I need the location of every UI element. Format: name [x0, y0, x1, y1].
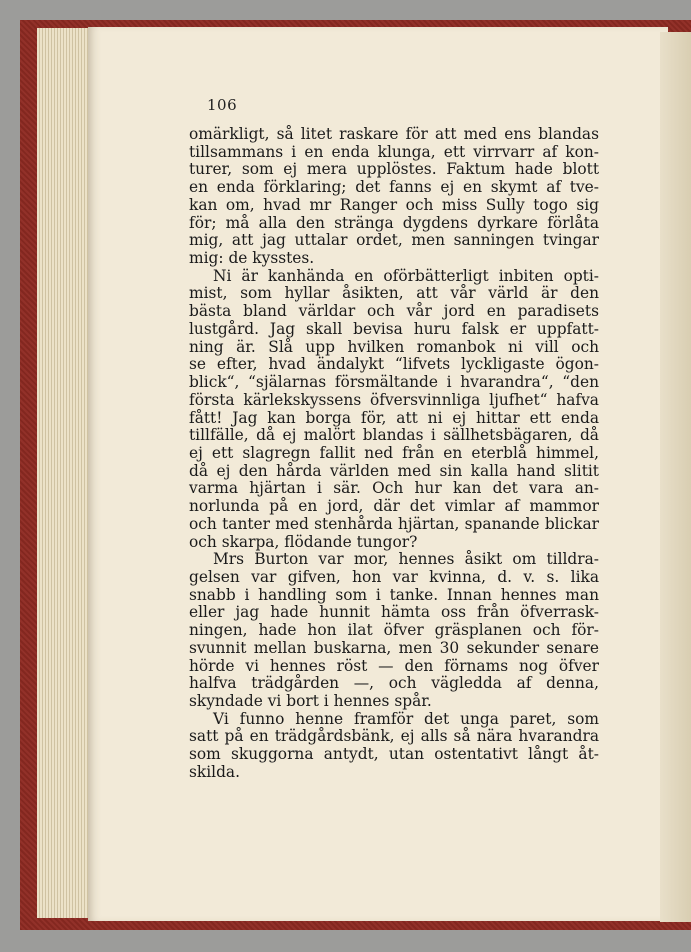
text-line: ningen, hade hon ilat öfver gräsplanen och för- [189, 621, 599, 640]
text-line: skyndade vi bort i hennes spår. [189, 692, 432, 710]
text-line: en enda förklaring; det fanns ej en skymt af tve- [189, 178, 599, 197]
text-line: se efter, hvad ändalykt “lifvets lyckligaste ögon- [189, 355, 599, 374]
text-line: snabb i handling som i tanke. Innan hennes man [189, 585, 599, 604]
text-line: som skuggorna antydt, utan ostentativt långt åt- [189, 745, 599, 764]
text-line: fått! Jag kan borga för, att ni ej hittar ett enda [189, 408, 599, 427]
text-line: tillsammans i en enda klunga, ett virrvarr af kon- [189, 142, 599, 161]
text-line: första kärlekskyssens öfversvinnliga ljufhet“ hafva [189, 390, 599, 409]
text-line: satt på en trädgårdsbänk, ej alls så nära hvarandra [189, 727, 599, 746]
text-line: eller jag hade hunnit hämta oss från öfverrask- [189, 603, 599, 622]
text-line: blick“, “själarnas försmältande i hvarandra“, “den [189, 373, 599, 392]
text-line: skilda. [189, 762, 240, 781]
text-line: och tanter med stenhårda hjärtan, spanande blickar [189, 514, 599, 533]
text-line: Vi funno henne framför det unga paret, som [213, 709, 599, 728]
text-line: tillfälle, då ej malört blandas i sällhetsbägaren, då [189, 426, 599, 445]
text-line: mist, som hyllar åsikten, att vår värld är den [189, 284, 599, 303]
facing-page-edge [660, 32, 691, 922]
text-line: varma hjärtan i sär. Och hur kan det vara an- [189, 479, 599, 498]
text-line: svunnit mellan buskarna, men 30 sekunder senare [189, 638, 599, 657]
text-line: mig, att jag uttalar ordet, men sanningen tvingar [189, 231, 599, 250]
text-line: halfva trädgården —, och vägledda af denna, [189, 674, 599, 693]
text-line: ej ett slagregn fallit ned från en eterblå himmel, [189, 443, 599, 462]
text-line: hörde vi hennes röst — den förnams nog öfver [189, 656, 599, 675]
text-line: Ni är kanhända en oförbätterligt inbiten opti- [213, 266, 599, 285]
text-line: mig: de kysstes. [189, 249, 315, 268]
text-line: för; må alla den stränga dygdens dyrkare förlåta [189, 213, 599, 232]
body-text [189, 126, 599, 782]
text-line: norlunda på en jord, där det vimlar af mammor [189, 497, 599, 516]
page-number: 106 [207, 96, 238, 114]
text-line: och skarpa, flödande tungor? [189, 532, 418, 551]
text-line: gelsen var gifven, hon var kvinna, d. v. s. lika [189, 567, 599, 586]
text-line: bästa bland världar och vår jord en paradisets [189, 302, 599, 321]
text-line: omärkligt, så litet raskare för att med ens blandas [189, 125, 599, 143]
text-line: ning är. Slå upp hvilken romanbok ni vill och [189, 337, 599, 356]
text-line: turer, som ej mera upplöstes. Faktum hade blott [189, 160, 599, 179]
text-line: lustgård. Jag skall bevisa huru falsk er uppfatt- [189, 319, 599, 338]
text-line: då ej den hårda världen med sin kalla hand slitit [189, 461, 599, 480]
text-line: kan om, hvad mr Ranger och miss Sully togo sig [189, 195, 599, 214]
text-line: Mrs Burton var mor, hennes åsikt om tilldra- [213, 550, 599, 569]
